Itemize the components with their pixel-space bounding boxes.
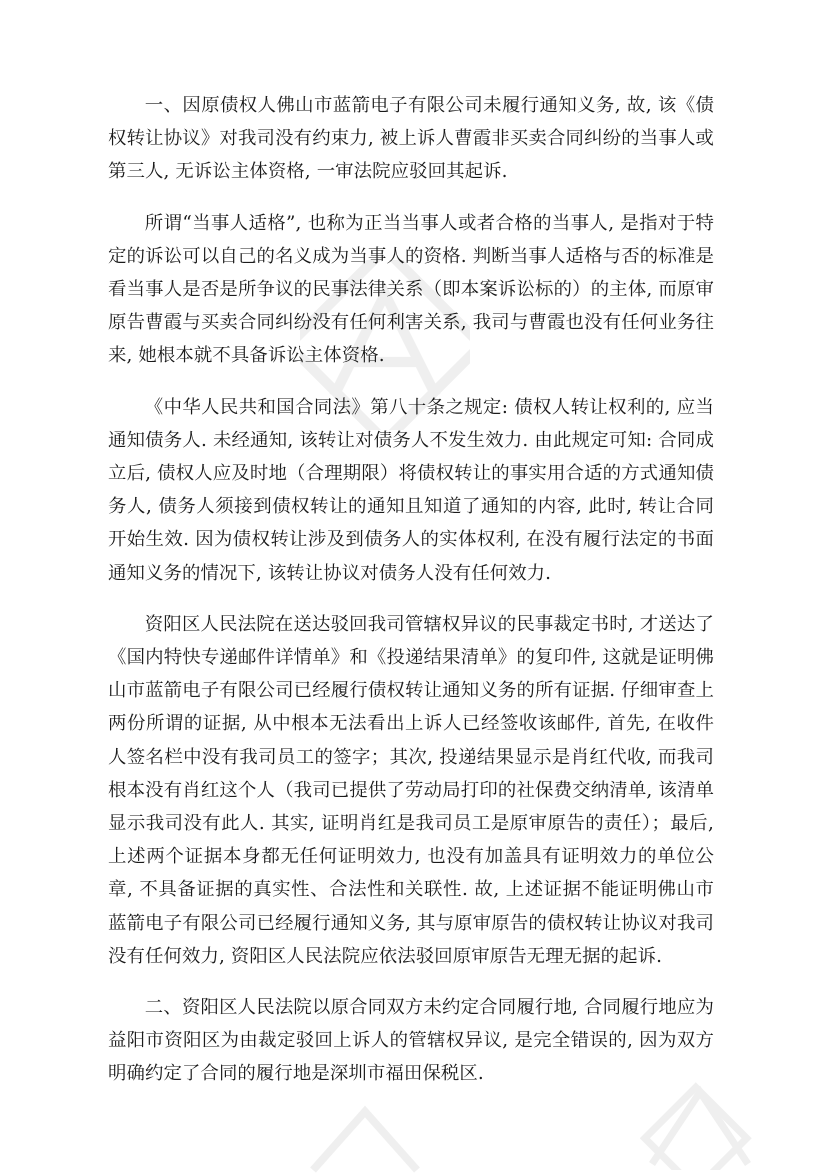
paragraph-2: 所谓“当事人适格”, 也称为正当当事人或者合格的当事人, 是指对于特定的诉讼可以自己的名义成为当事人的资格. 判断当事人适格与否的标准是看当事人是否是所争议的民事法律关系（即本案诉讼标的）的主体, 而原审原告曹霞与买卖合同纠纷没有任何利害关系, 我司与曹霞也没有任何业务往来, 她根本就不具备诉讼主体资格. xyxy=(108,212,714,367)
document-body xyxy=(108,89,714,1109)
paragraph-3: 《中华人民共和国合同法》第八十条之规定: 债权人转让权利的, 应当通知债务人. 未经通知, 该转让对债务人不发生效力. 由此规定可知: 合同成立后, 债权人应及时地（合理期限）将债权转让的事实用合适的方式通知债务人, 债务人须接到债权转让的通知且知道了通知的内容, 此时, 转让合同开始生效. 因为债权转让涉及到债务人的实体权利, 在没有履行法定的书面通知义务的情况下, 该转让协议对债务人没有任何效力. xyxy=(108,396,714,584)
paragraph-5: 二、资阳区人民法院以原合同双方未约定合同履行地, 合同履行地应为益阳市资阳区为由裁定驳回上诉人的管辖权异议, 是完全错误的, 因为双方明确约定了合同的履行地是深圳市福田保税区. xyxy=(108,997,714,1085)
watermark-bottom-icon xyxy=(300,1105,430,1174)
paragraph-4: 资阳区人民法院在送达驳回我司管辖权异议的民事裁定书时, 才送达了《国内特快专递邮件详情单》和《投递结果清单》的复印件, 这就是证明佛山市蓝箭电子有限公司已经履行债权转让通知义务的所有证据. 仔细审查上两份所谓的证据, 从中根本无法看出上诉人已经签收该邮件, 首先, 在收件人签名栏中没有我司员工的签字；其次, 投递结果显示是肖红代收, 而我司根本没有肖红这个人（我司已提供了劳动局打印的社保费交纳清单, 该清单显示我司没有此人. 其实, 证明肖红是我司员工是原审原告的责任）；最后, 上述两个证据本身都无任何证明效力, 也没有加盖具有证明效力的单位公章, 不具备证据的真实性、合法性和关联性. 故, 上述证据不能证明佛山市蓝箭电子有限公司已经履行通知义务, 其与原审原告的债权转让协议对我司没有任何效力, 资阳区人民法院应依法驳回原审原告无理无据的起诉. xyxy=(108,613,714,967)
paragraph-1: 一、因原债权人佛山市蓝箭电子有限公司未履行通知义务, 故, 该《债权转让协议》对我司没有约束力, 被上诉人曹霞非买卖合同纠纷的当事人或第三人, 无诉讼主体资格, 一审法院应驳回其起诉. xyxy=(108,95,714,183)
